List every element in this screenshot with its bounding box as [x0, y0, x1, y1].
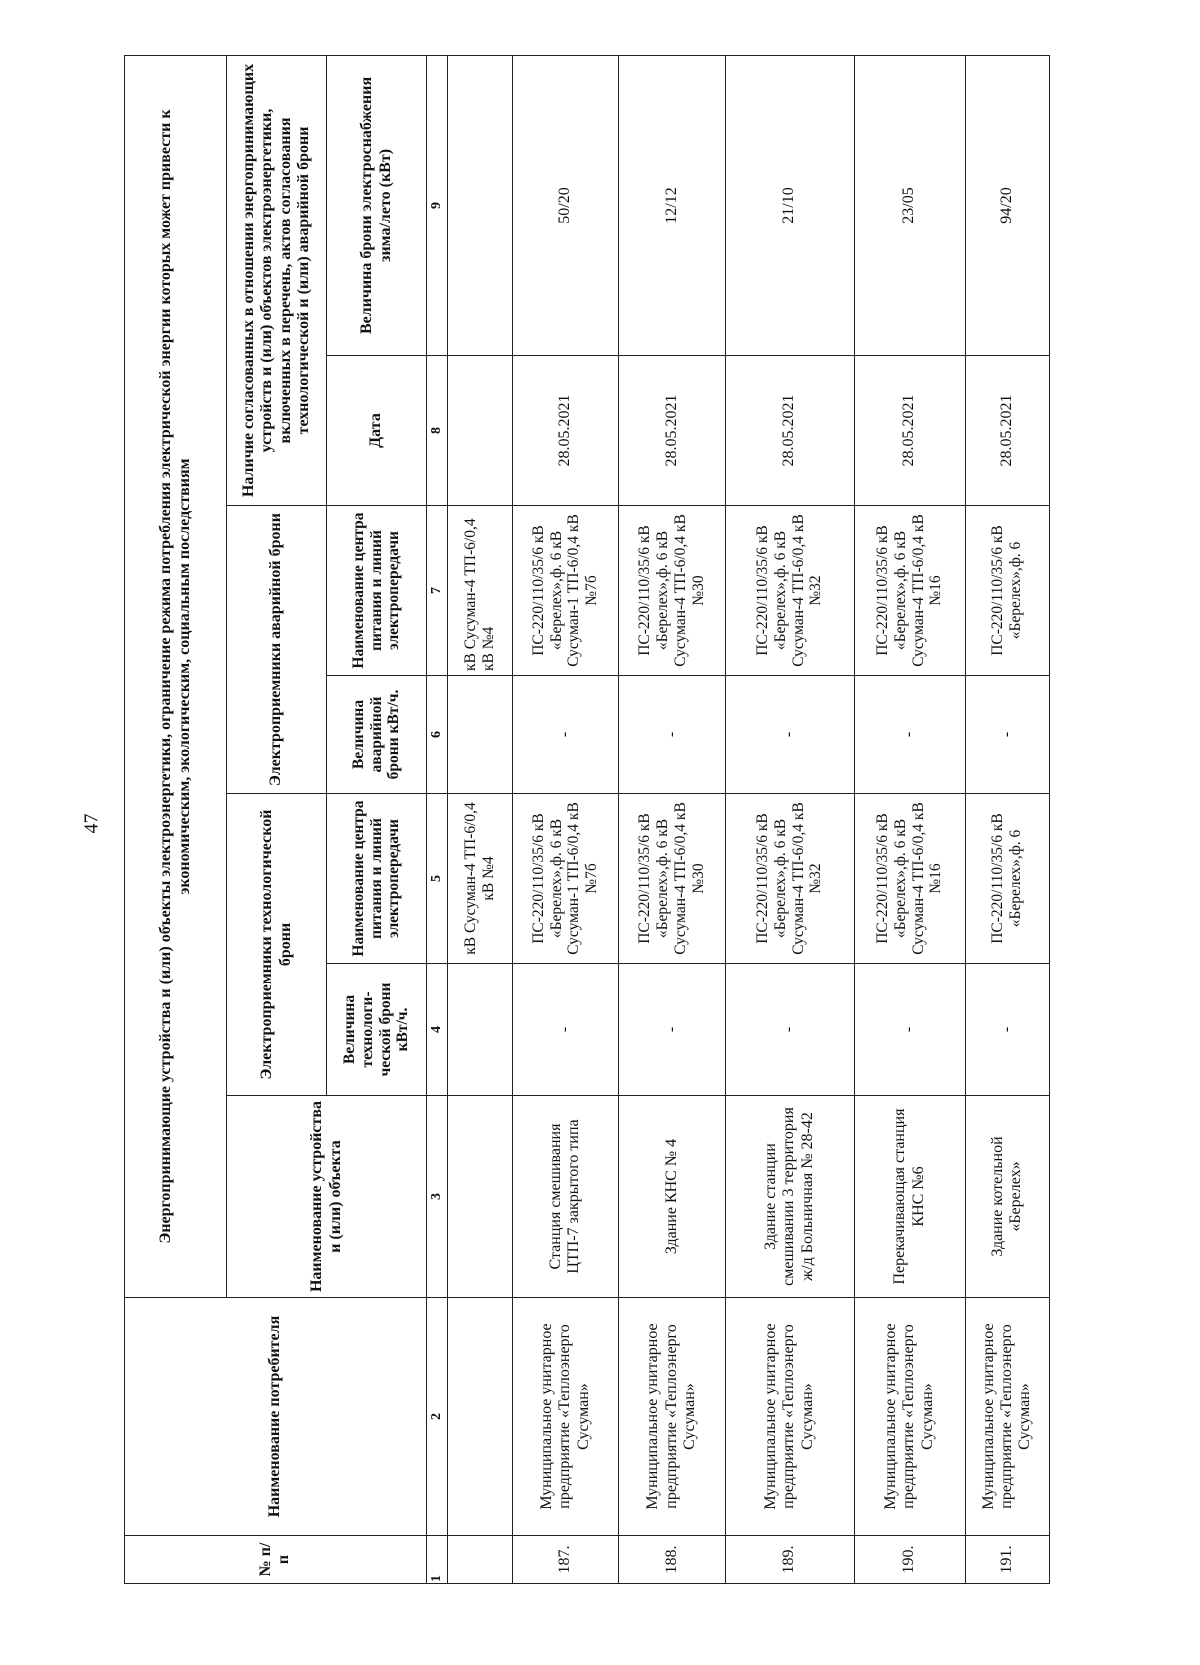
header-tech-value: Величина технологи-ческой брони кВт/ч.	[327, 964, 427, 1096]
header-date: Дата	[327, 356, 427, 506]
row-consumer: Муниципальное унитарное предприятие «Теплоэнерго Сусуман»	[854, 1298, 965, 1536]
col-number: 6	[426, 676, 447, 794]
row-tech-line: ПС-220/110/35/6 кВ «Берелех»,ф. 6 кВ Сусуман-4 ТП-6/0,4 кВ №32	[725, 794, 854, 964]
header-emerg-line: Наименование центра питания и линий электропередачи	[327, 506, 427, 676]
table-row	[965, 55, 1049, 1583]
row-num: 191.	[965, 1536, 1049, 1584]
row-date: 28.05.2021	[619, 356, 726, 506]
table-row	[619, 55, 726, 1583]
row-reserve: 12/12	[619, 55, 726, 355]
header-object: Наименование устройства и (или) объекта	[227, 1096, 427, 1298]
header-group-tech: Электроприемники технологической брони	[227, 794, 327, 1096]
row-num: 190.	[854, 1536, 965, 1584]
row-tech-value: -	[512, 964, 619, 1096]
col-number: 7	[426, 506, 447, 676]
row-date: 28.05.2021	[965, 356, 1049, 506]
header-group-agree: Наличие согласованных в отношении энергопринимающих устройств и (или) объектов электроэнергетики, включенных в перечень, актов согласования технологической и (или) аварийной брони	[227, 55, 327, 505]
row-emerg-value: -	[512, 676, 619, 794]
header-group-emerg: Электроприемники аварийной брони	[227, 506, 327, 794]
col-number: 4	[426, 964, 447, 1096]
row-num: 188.	[619, 1536, 726, 1584]
row-object: Здание котельной «Берелех»	[965, 1096, 1049, 1298]
row-consumer: Муниципальное унитарное предприятие «Теплоэнерго Сусуман»	[965, 1298, 1049, 1536]
col-number: 2	[426, 1298, 447, 1536]
row-reserve: 21/10	[725, 55, 854, 355]
row-tech-value: -	[725, 964, 854, 1096]
header-group-top: Энергопринимающие устройства и (или) объекты электроэнергетики, ограничение режима потребления электрической энергии которых может привести к экономическим, экологическим, социальным последствиям	[125, 55, 227, 1297]
row-tech-line: ПС-220/110/35/6 кВ «Берелех»,ф. 6 кВ Сусуман-4 ТП-6/0,4 кВ №16	[854, 794, 965, 964]
row-object: Здание КНС № 4	[619, 1096, 726, 1298]
column-numbers-row	[426, 55, 447, 1583]
row-date: 28.05.2021	[725, 356, 854, 506]
col-number: 9	[426, 55, 447, 355]
consumers-table	[124, 55, 1050, 1584]
carry-tech-line: кВ Сусуман-4 ТП-6/0,4 кВ №4	[448, 794, 512, 964]
header-reserve: Величина брони электроснабжения зима/лето (кВт)	[327, 55, 427, 355]
row-tech-value: -	[854, 964, 965, 1096]
row-num: 187.	[512, 1536, 619, 1584]
row-emerg-value: -	[725, 676, 854, 794]
row-date: 28.05.2021	[854, 356, 965, 506]
rotated-table-container	[124, 56, 1050, 1584]
row-emerg-line: ПС-220/110/35/6 кВ «Берелех»,ф. 6 кВ Сусуман-4 ТП-6/0,4 кВ №32	[725, 506, 854, 676]
row-date: 28.05.2021	[512, 356, 619, 506]
col-number: 5	[426, 794, 447, 964]
row-emerg-value: -	[965, 676, 1049, 794]
row-tech-line: ПС-220/110/35/6 кВ «Берелех»,ф. 6	[965, 794, 1049, 964]
row-tech-line: ПС-220/110/35/6 кВ «Берелех»,ф. 6 кВ Сусуман-1 ТП-6/0,4 кВ №7б	[512, 794, 619, 964]
row-emerg-line: ПС-220/110/35/6 кВ «Берелех»,ф. 6 кВ Сусуман-4 ТП-6/0,4 кВ №30	[619, 506, 726, 676]
carry-emerg-line: кВ Сусуман-4 ТП-6/0,4 кВ №4	[448, 506, 512, 676]
row-consumer: Муниципальное унитарное предприятие «Теплоэнерго Сусуман»	[725, 1298, 854, 1536]
header-consumer: Наименование потребителя	[125, 1298, 427, 1536]
table-row	[725, 55, 854, 1583]
row-emerg-value: -	[619, 676, 726, 794]
col-number: 1	[426, 1536, 447, 1584]
row-emerg-line: ПС-220/110/35/6 кВ «Берелех»,ф. 6	[965, 506, 1049, 676]
col-number: 3	[426, 1096, 447, 1298]
row-tech-value: -	[619, 964, 726, 1096]
table-row	[854, 55, 965, 1583]
row-reserve: 50/20	[512, 55, 619, 355]
page-number: 47	[80, 813, 103, 834]
row-num: 189.	[725, 1536, 854, 1584]
row-emerg-line: ПС-220/110/35/6 кВ «Берелех»,ф. 6 кВ Сусуман-4 ТП-6/0,4 кВ №16	[854, 506, 965, 676]
header-tech-line: Наименование центра питания и линий электропередачи	[327, 794, 427, 964]
row-reserve: 94/20	[965, 55, 1049, 355]
row-emerg-value: -	[854, 676, 965, 794]
carry-over-row	[448, 55, 512, 1583]
row-reserve: 23/05	[854, 55, 965, 355]
header-num: № п/п	[125, 1536, 427, 1584]
header-emerg-value: Величина аварийной брони кВт/ч.	[327, 676, 427, 794]
row-tech-line: ПС-220/110/35/6 кВ «Берелех»,ф. 6 кВ Сусуман-4 ТП-6/0,4 кВ №30	[619, 794, 726, 964]
col-number: 8	[426, 356, 447, 506]
row-emerg-line: ПС-220/110/35/6 кВ «Берелех»,ф. 6 кВ Сусуман-1 ТП-6/0,4 кВ №7б	[512, 506, 619, 676]
header-row-1	[125, 55, 227, 1583]
row-object: Перекачивающая станция КНС №6	[854, 1096, 965, 1298]
row-consumer: Муниципальное унитарное предприятие «Теплоэнерго Сусуман»	[619, 1298, 726, 1536]
row-tech-value: -	[965, 964, 1049, 1096]
table-row	[512, 55, 619, 1583]
row-object: Станция смешивания ЦТП-7 закрытого типа	[512, 1096, 619, 1298]
row-consumer: Муниципальное унитарное предприятие «Теплоэнерго Сусуман»	[512, 1298, 619, 1536]
row-object: Здание станции смешивании 3 территория ж/д Больничная № 28-42	[725, 1096, 854, 1298]
